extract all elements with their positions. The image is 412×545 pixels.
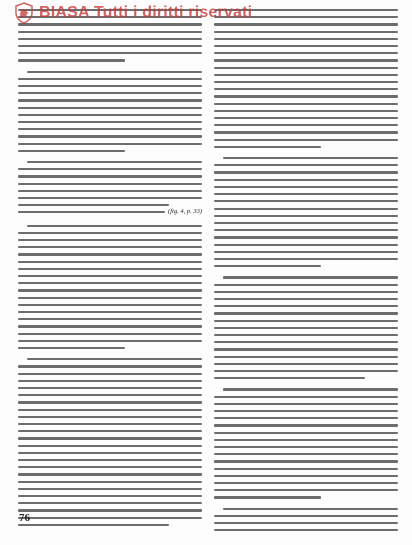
text-line bbox=[214, 81, 398, 83]
text-line bbox=[214, 59, 398, 61]
text-line bbox=[18, 466, 202, 468]
text-line bbox=[18, 524, 169, 526]
text-line bbox=[18, 423, 202, 425]
text-line bbox=[214, 363, 398, 365]
figure-reference: (fig. 4, p. 33) bbox=[168, 208, 202, 216]
text-line bbox=[18, 275, 202, 277]
text-line bbox=[214, 515, 398, 517]
text-line bbox=[214, 215, 398, 217]
paragraph-gap bbox=[214, 379, 398, 383]
text-line bbox=[214, 370, 398, 372]
text-line bbox=[214, 417, 398, 419]
text-line bbox=[18, 128, 202, 130]
text-line bbox=[214, 103, 398, 105]
text-line bbox=[18, 45, 202, 47]
text-line bbox=[214, 208, 398, 210]
text-line bbox=[18, 175, 202, 177]
text-line bbox=[18, 430, 202, 432]
text-line bbox=[214, 179, 398, 181]
page-number: 76 bbox=[19, 512, 30, 524]
text-line bbox=[18, 297, 202, 299]
text-line bbox=[214, 312, 398, 314]
text-line bbox=[223, 157, 398, 159]
text-line bbox=[18, 289, 202, 291]
text-line bbox=[18, 495, 202, 497]
text-line bbox=[214, 403, 398, 405]
text-line bbox=[18, 52, 202, 54]
text-line bbox=[18, 488, 202, 490]
text-line bbox=[18, 168, 202, 170]
text-line bbox=[223, 276, 398, 278]
text-line bbox=[18, 416, 202, 418]
text-line bbox=[214, 222, 398, 224]
text-line bbox=[214, 396, 398, 398]
text-line bbox=[18, 197, 202, 199]
text-line bbox=[214, 529, 398, 531]
text-line bbox=[18, 135, 202, 137]
text-line bbox=[18, 282, 202, 284]
text-line bbox=[18, 211, 165, 213]
text-line bbox=[18, 261, 202, 263]
text-column-right bbox=[214, 4, 398, 502]
text-line bbox=[18, 473, 202, 475]
text-line bbox=[18, 239, 202, 241]
watermark-banner bbox=[14, 1, 252, 25]
paragraph-gap bbox=[214, 499, 398, 503]
text-line bbox=[214, 284, 398, 286]
text-line bbox=[214, 291, 398, 293]
text-line bbox=[214, 164, 398, 166]
text-line bbox=[214, 31, 398, 33]
paragraph-gap bbox=[18, 62, 202, 66]
text-line bbox=[18, 365, 202, 367]
text-line bbox=[18, 204, 169, 206]
text-line bbox=[18, 92, 202, 94]
text-line bbox=[214, 460, 398, 462]
text-column-left bbox=[18, 4, 202, 502]
text-line bbox=[18, 121, 202, 123]
text-line bbox=[214, 439, 398, 441]
text-line bbox=[214, 200, 398, 202]
text-line bbox=[18, 78, 202, 80]
text-line bbox=[214, 468, 398, 470]
text-line bbox=[214, 356, 398, 358]
text-line bbox=[223, 508, 398, 510]
text-line bbox=[214, 453, 398, 455]
text-line bbox=[18, 99, 202, 101]
text-line bbox=[214, 124, 398, 126]
paragraph-gap bbox=[18, 215, 202, 219]
text-line bbox=[18, 452, 202, 454]
paragraph-gap bbox=[214, 267, 398, 271]
text-line bbox=[214, 424, 398, 426]
text-line bbox=[18, 304, 202, 306]
text-line bbox=[214, 258, 398, 260]
text-line bbox=[214, 522, 398, 524]
text-line bbox=[18, 481, 202, 483]
text-line bbox=[214, 482, 398, 484]
text-line bbox=[18, 380, 202, 382]
paragraph-gap bbox=[18, 152, 202, 156]
text-line bbox=[214, 334, 398, 336]
text-line bbox=[18, 401, 202, 403]
text-line bbox=[214, 131, 398, 133]
text-line bbox=[18, 232, 202, 234]
text-line bbox=[27, 161, 202, 163]
text-line bbox=[18, 325, 202, 327]
text-line bbox=[18, 143, 202, 145]
text-line bbox=[214, 251, 398, 253]
text-line bbox=[214, 320, 398, 322]
text-line bbox=[214, 139, 398, 141]
text-line bbox=[18, 183, 202, 185]
text-line bbox=[214, 45, 398, 47]
text-line bbox=[214, 88, 398, 90]
paragraph-gap bbox=[18, 349, 202, 353]
text-line bbox=[18, 31, 202, 33]
text-line bbox=[18, 333, 202, 335]
figure-reference-line bbox=[18, 208, 202, 215]
text-line bbox=[214, 67, 398, 69]
text-line bbox=[27, 71, 202, 73]
text-line bbox=[18, 409, 202, 411]
text-line bbox=[18, 253, 202, 255]
text-line bbox=[214, 489, 398, 491]
text-line bbox=[27, 225, 202, 227]
text-line bbox=[214, 95, 398, 97]
text-line bbox=[214, 341, 398, 343]
text-line bbox=[18, 190, 202, 192]
text-line bbox=[214, 52, 398, 54]
text-line bbox=[18, 107, 202, 109]
text-line bbox=[214, 305, 398, 307]
lion-crest-icon bbox=[14, 2, 34, 24]
text-line bbox=[18, 340, 202, 342]
text-line bbox=[18, 311, 202, 313]
text-line bbox=[214, 74, 398, 76]
text-line bbox=[18, 502, 202, 504]
text-line bbox=[18, 373, 202, 375]
text-line bbox=[18, 459, 202, 461]
text-line bbox=[214, 348, 398, 350]
text-line bbox=[214, 171, 398, 173]
text-line bbox=[214, 298, 398, 300]
text-line bbox=[18, 318, 202, 320]
text-line bbox=[214, 229, 398, 231]
text-line bbox=[214, 432, 398, 434]
watermark-text: BIASA Tutti i diritti riservati bbox=[39, 4, 253, 21]
text-line bbox=[214, 117, 398, 119]
text-line bbox=[18, 85, 202, 87]
text-line bbox=[214, 410, 398, 412]
text-line bbox=[214, 186, 398, 188]
text-line bbox=[18, 246, 202, 248]
paragraph-gap bbox=[214, 148, 398, 152]
text-columns bbox=[18, 4, 398, 502]
text-line bbox=[18, 394, 202, 396]
text-line bbox=[18, 114, 202, 116]
text-line bbox=[18, 509, 202, 511]
text-line bbox=[27, 358, 202, 360]
text-line bbox=[18, 445, 202, 447]
text-line bbox=[214, 446, 398, 448]
text-line bbox=[214, 475, 398, 477]
text-line bbox=[214, 327, 398, 329]
text-line bbox=[18, 268, 202, 270]
text-line bbox=[18, 38, 202, 40]
text-line bbox=[214, 38, 398, 40]
text-line bbox=[214, 244, 398, 246]
text-line bbox=[18, 387, 202, 389]
text-line bbox=[214, 110, 398, 112]
text-line bbox=[223, 388, 398, 390]
text-line bbox=[18, 437, 202, 439]
text-line bbox=[214, 236, 398, 238]
text-line bbox=[18, 517, 202, 519]
text-line bbox=[214, 193, 398, 195]
